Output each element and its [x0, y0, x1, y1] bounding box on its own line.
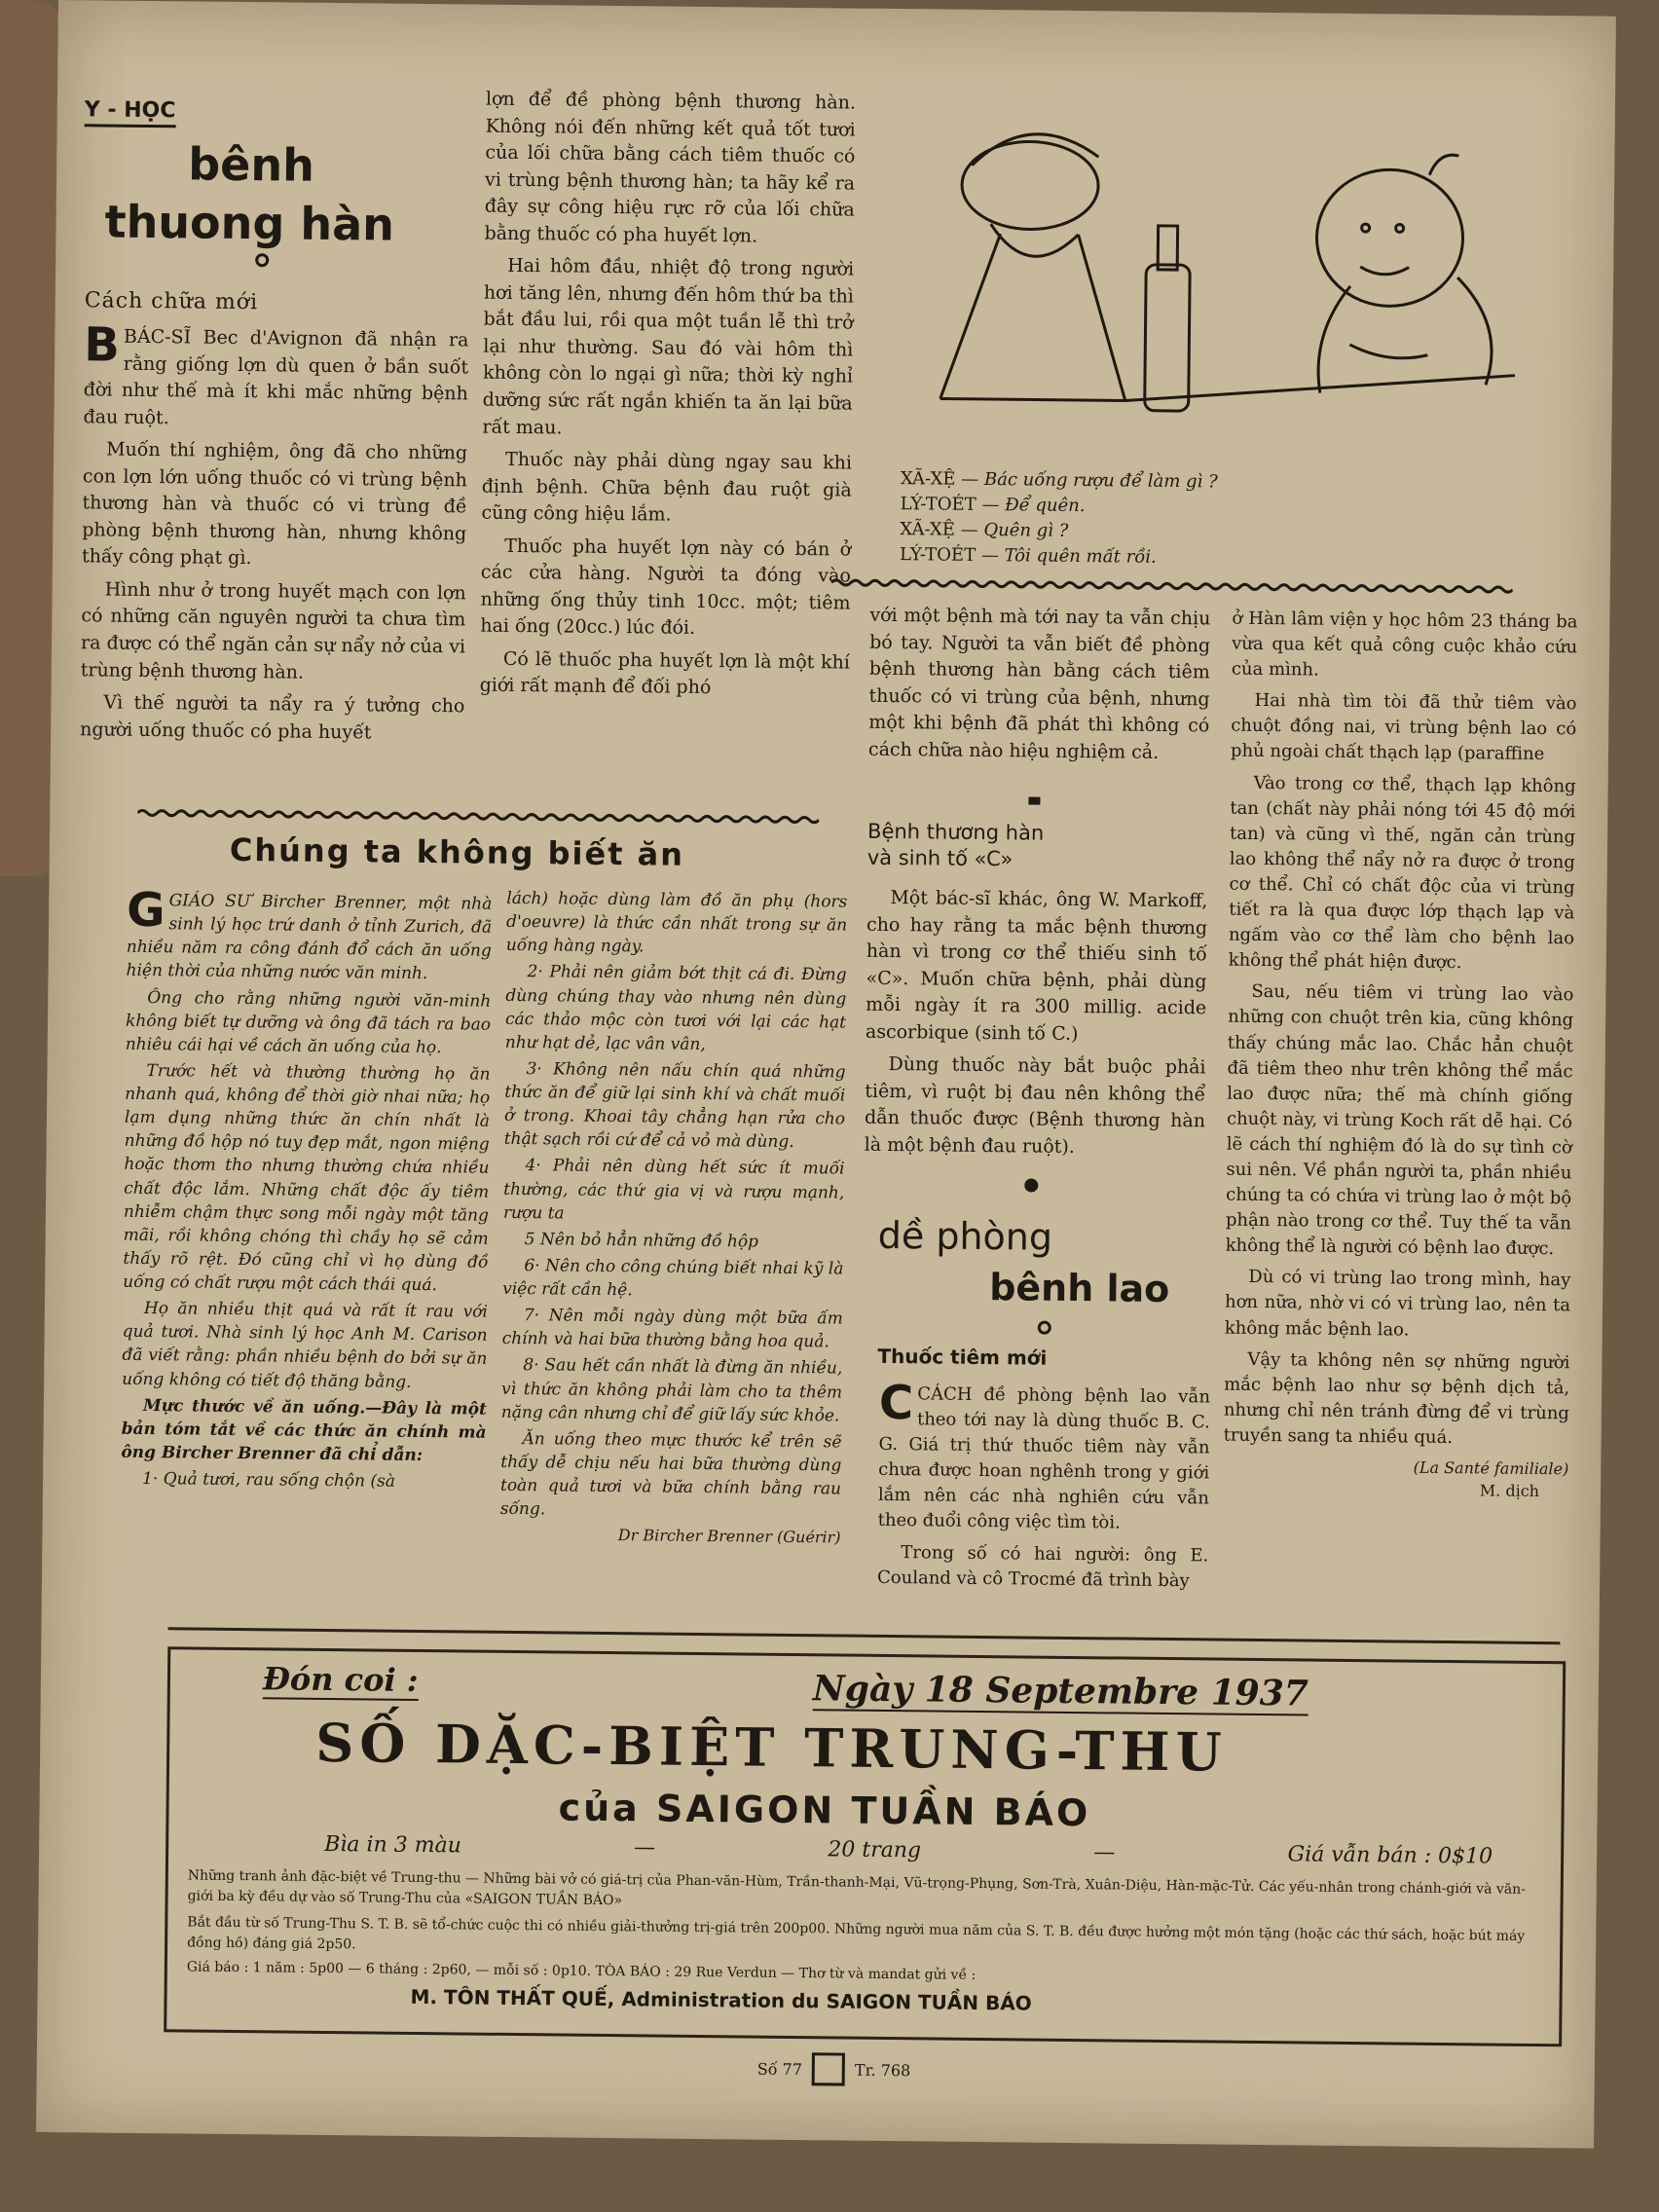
ad-headline: SỐ DẶC-BIỆT TRUNG-THU: [314, 1711, 1228, 1784]
ad-subheadline: của SAIGON TUẦN BÁO: [558, 1786, 1091, 1835]
paragraph: ở Hàn lâm viện y học hôm 23 tháng ba vừa qua kết quả công cuộc khảo cứu của mình.: [1231, 608, 1578, 681]
ad-top-rule: [167, 1627, 1560, 1644]
paragraph: BÁC-SĨ Bec d'Avignon đã nhận ra rằng giống lợn dù quen ở bần suốt đời như thế mà ít khi mắc những bệnh đau ruột.: [83, 325, 469, 428]
newspaper-page: [36, 0, 1616, 2149]
article1-subtitle: Cách chữa mới: [84, 288, 259, 315]
ad-features: [324, 1832, 1493, 1869]
paragraph: 3· Không nên nấu chín quá những thức ăn để giữ lại sinh khí và chất muối ở trong. Khoai tây chẳng hạn rửa cho thật sạch rồi cứ để cả vỏ mà dùng.: [503, 1058, 846, 1153]
paragraph: Dùng thuốc này bắt buộc phải tiêm, vì ruột bị đau nên không thể dẫn thuốc được (Bệnh thương hàn là một bệnh đau ruột).: [864, 1053, 1206, 1158]
ad-line2: Bắt đầu từ số Trung-Thu S. T. B. sẽ tổ-chức cuộc thi có nhiều giải-thưởng trị-giá trên 200p00. Những người mua năm của S. T. B. đều được hưởng một món tặng (hoặc các thứ sách, hoặc bút máy đồng hồ) đáng giá 2p50.: [187, 1914, 1526, 1953]
paragraph: CÁCH đề phòng bệnh lao vẫn theo tới nay là dùng thuốc B. C. G. Giá trị thứ thuốc tiêm này vẫn chưa được hoan nghênh trong y giới lắm nên các nhà nghiên cứu vẫn theo đuổi công việc tìm tòi.: [877, 1383, 1211, 1533]
paragraph: Hai hôm đầu, nhiệt độ trong người hơi tăng lên, nhưng đến hôm thứ ba thì bắt đầu lui, rồi qua một tuần lễ thì trở lại như thường. Sau đó vài hôm thì không còn lo ngại gì nữa; thời kỳ nghỉ dưỡng sức rất ngắn khiến ta ăn lại bữa rất mau.: [482, 255, 855, 439]
article3-marker: [1024, 1178, 1038, 1192]
issue-number: Số 77: [756, 2059, 803, 2079]
ad-feature: Bìa in 3 màu: [324, 1831, 461, 1859]
article2-title: Chúng ta không biết ăn: [229, 830, 685, 873]
paragraph: Mực thước về ăn uống.—Đây là một bản tóm tắt về các thức ăn chính mà ông Bircher Brenner đã chỉ dẫn:: [121, 1395, 487, 1465]
wavy-divider: [137, 803, 819, 820]
ad-line4: M. TÔN THẤT QUẾ, Administration du SAIGON TUẦN BÁO: [410, 1984, 1032, 2015]
paragraph: Vào trong cơ thể, thạch lạp không tan (chất này phải nóng tới 45 độ mới tan) và cũng vì thế, ngăn cản trùng lao không thể nẩy nở ra được ở trong cơ thể. Chỉ có chất độc của vi trùng tiết ra là qua được lớp thạch lạp và ngấm vào cơ thể làm cho bệnh lao không thể phát hiện được.: [1228, 772, 1576, 974]
caption-line: LÝ-TOÉT — Tôi quên mất rồi.: [899, 544, 1157, 569]
paragraph: Vì thế người ta nẩy ra ý tưởng cho người uống thuốc có pha huyết: [80, 691, 465, 744]
dropcap-g: G: [126, 882, 166, 939]
paragraph: 5 Nên bỏ hẳn những đồ hộp: [524, 1229, 759, 1252]
article3-title-line2: bênh lao: [988, 1266, 1170, 1311]
dropcap-b: B: [83, 317, 121, 373]
caption-line: LÝ-TOÉT — Để quên.: [900, 494, 1086, 517]
caption-line: XÃ-XỆ — Bác uống rượu để làm gì ?: [900, 468, 1218, 493]
article3-source: (La Santé familiale): [1413, 1457, 1569, 1479]
section-tag: Y - HỌC: [85, 97, 176, 128]
paragraph: Vậy ta không nên sợ những người mắc bệnh lao như sợ bệnh dịch tả, nhưng chỉ nên tránh đừng để vi trùng truyền sang ta nhiều quá.: [1223, 1348, 1570, 1448]
paragraph: 2· Phải nên giảm bớt thịt cá đi. Đừng dùng chúng thay vào nhưng nên dùng các thảo mộc còn tươi với lại các hạt như hạt dẻ, lạc vân vân,: [504, 962, 847, 1054]
paragraph: Thuốc pha huyết lợn này có bán ở các cửa hàng. Người ta đóng vào những ống thủy tinh 10cc. một; tiêm hai ống (20cc.) lúc đói.: [480, 535, 852, 640]
cartoon-illustration: [881, 77, 1567, 473]
vitamin-title: Bệnh thương hàn và sinh tố «C»: [866, 819, 1045, 871]
paragraph: GIÁO SƯ Bircher Brenner, một nhà sinh lý học trứ danh ở tỉnh Zurich, đã nhiều năm ra công đánh đổ cách ăn uống hiện thời của những nước văn minh.: [126, 891, 493, 984]
ad-feature: 20 trang: [828, 1837, 922, 1863]
article3-col2: [1223, 607, 1578, 1503]
caption-line: XÃ-XỆ — Quên gì ?: [900, 519, 1069, 542]
page-number: Tr. 768: [854, 2060, 911, 2080]
paragraph: Thuốc này phải dùng ngay sau khi định bệnh. Chữa bệnh đau ruột già cũng công hiệu lắm.: [481, 448, 853, 526]
title-bullet: [255, 253, 269, 267]
article1-title-line2: thuong hàn: [104, 195, 395, 251]
ad-feature-separator: —: [633, 1835, 656, 1861]
paragraph: Ăn uống theo mực thước kể trên sẽ thấy dễ chịu nếu hai bữa thường dùng toàn quả tươi và bữa chính bằng rau sống.: [499, 1428, 842, 1520]
paragraph: với một bệnh mà tới nay ta vẫn chịu bó tay. Người ta vẫn biết đề phòng bệnh thương hàn bằng cách tiêm thuốc có vi trùng của bệnh, nhưng một khi bệnh đã phát thì không có cách chữa nào hiệu nghiệm cả.: [867, 604, 1211, 763]
article1-col2: [479, 87, 856, 710]
title-bullet: [1038, 1321, 1051, 1335]
dropcap-c: C: [878, 1375, 914, 1431]
paragraph: Một bác-sĩ khác, ông W. Markoff, cho hay rằng ta mắc bệnh thương hàn vì trong cơ thể thiếu sinh tố «C». Muốn chữa bệnh, phải dùng mỗi ngày ít ra 300 millig. acide ascorbique (sinh tố C.): [865, 886, 1208, 1045]
vitamin-marker: [1028, 796, 1040, 804]
paragraph: Trong số có hai người: ông E. Couland và cô Trocmé đã trình bày: [876, 1541, 1209, 1591]
paragraph: 4· Phải nên dùng hết sức ít muối thường, các thứ gia vị và rượu mạnh, rượu ta: [502, 1156, 845, 1224]
paragraph: 1· Quả tươi, rau sống chộn (sà: [141, 1468, 396, 1492]
article2-signature: Dr Bircher Brenner (Guérir): [617, 1526, 841, 1547]
ad-line3: Giá báo : 1 năm : 5p00 — 6 tháng : 2p60, — mỗi số : 0p10. TÒA BÁO : 29 Rue Verdun — Thơ từ và mandat gửi về :: [186, 1959, 977, 1983]
paragraph: Trước hết và thường thường họ ăn nhanh quá, không để thời giờ nhai nữa; họ lạm dụng những thức ăn chín nhất là những đồ hộp nó tuy đẹp mắt, ngon miệng hoặc thơm tho nhưng thường chứa nhiều chất độc lắm. Những chất độc ấy tiêm nhiễm chậm thực song mỗi ngày một tăng mãi, rồi không chóng thì chầy họ sẽ cảm thấy rõ rệt. Đó cũng chỉ vì họ dùng đồ uống có chất rượu một cách thái quá.: [123, 1060, 491, 1296]
ad-left-label: Đón coi :: [262, 1660, 419, 1699]
article1-title-line1: bênh: [187, 137, 315, 192]
ad-feature-separator: —: [1093, 1840, 1116, 1865]
paragraph: Dù có vi trùng lao trong mình, hay hơn nữa, nhờ vi có vi trùng lao, nên ta không mắc bệnh lao.: [1224, 1267, 1571, 1341]
advertisement-box: [164, 1646, 1566, 2046]
cartoon-drawing: [881, 77, 1567, 473]
paragraph: Có lẽ thuốc pha huyết lợn là một khí giới rất mạnh để đối phó: [479, 647, 851, 699]
ad-line1: Những tranh ảnh đặc-biệt về Trung-thu — Những bài vở có giá-trị của Phan-văn-Hùm, Trần-thanh-Mại, Vũ-trọng-Phụng, Sơn-Trà, Xuân-Diệu, Hàn-mặc-Tử. Các yếu-nhân trong chánh-giới và văn-giới ba kỳ đều dự vào số Trung-Thu của «SAIGON TUẦN BÁO»: [187, 1867, 1527, 1909]
paragraph: Sau, nếu tiêm vi trùng lao vào những con chuột trên kia, cũng không thấy chúng mắc lao. Chắc hẳn chuột đã tiêm theo như trên không thể mắc lao được nữa; thế mà chính giống chuột này, vi trùng Koch rất dễ hại. Có lẽ cách thí nghiệm đó là do sự tình cờ sui nên. Về phần người ta, phần nhiều chúng ta có chứa vi trùng lao ở một bộ phận nào trong cơ thể. Tuy thế ta vẫn không thể là người có bệnh lao được.: [1225, 981, 1574, 1260]
article3-col1: [876, 1375, 1211, 1600]
paragraph: Ông cho rằng những người văn-minh không biết tự dưỡng và ông đã tách ra bao nhiêu cái hại về cách ăn uống của họ.: [125, 987, 492, 1057]
cartoon-captions: [900, 466, 1387, 573]
paragraph: 8· Sau hết cần nhất là đừng ăn nhiều, vì thức ăn không phải làm cho ta thêm nặng cân nhưng chỉ để giữ lấy sức khỏe.: [500, 1355, 843, 1426]
wavy-divider: [831, 572, 1513, 589]
paragraph: 7· Nên mỗi ngày dùng một bữa ấm chính và hai bữa thường bằng hoa quả.: [501, 1306, 843, 1352]
vitamin-body: [865, 885, 1208, 1168]
article2-col2: [499, 887, 847, 1550]
article2-col1: [121, 882, 493, 1497]
article3-subtitle: Thuốc tiêm mới: [877, 1344, 1048, 1370]
paragraph: Họ ăn nhiều thịt quá và rất ít rau với quả tươi. Nhà sinh lý học Anh M. Carison đã viết rằng: phần nhiều bệnh do bởi sự ăn uống không có tiết độ thăng bằng.: [122, 1299, 489, 1392]
masthead-logo-icon: [812, 2052, 845, 2085]
ad-feature: Giá vẫn bán : 0$10: [1287, 1842, 1493, 1869]
paragraph: lợn để đề phòng bệnh thương hàn. Không nói đến những kết quả tốt tươi của lối chữa bằng cách tiêm thuốc có vi trùng bệnh thương hàn; ta hãy kể ra đây sự công hiệu rực rỡ của lối chữa bằng thuốc có pha huyết lợn.: [484, 88, 857, 247]
article1-col1: [80, 317, 469, 753]
paragraph: Muốn thí nghiệm, ông đã cho những con lợn lớn uống thuốc có vi trùng bệnh thương hàn và thuốc có vi trùng đề phòng bệnh thương hàn, nhưng không thấy công phạt gì.: [81, 438, 468, 570]
paragraph: Hai nhà tìm tòi đã thử tiêm vào chuột đồng nai, vi trùng bệnh lao có phủ ngoài chất thạch lạp (paraffine: [1230, 690, 1577, 765]
paragraph: 6· Nên cho công chúng biết nhai kỹ là việc rất cần hệ.: [502, 1255, 844, 1301]
article3-translator: M. dịch: [1479, 1481, 1540, 1501]
article3-title-line1: dề phòng: [877, 1213, 1053, 1259]
paragraph: lách) hoặc dùng làm đồ ăn phụ (hors d'oeuvre) là thức cần nhất trong sự ăn uống hàng ngày.: [505, 888, 848, 957]
ad-date: Ngày 18 Septembre 1937: [812, 1668, 1309, 1714]
page-footer: [757, 2052, 911, 2087]
paragraph: Hình như ở trong huyết mạch con lợn có những căn nguyên người ta chưa tìm ra được có thể ngăn cản sự nẩy nở của vi trùng bệnh thương hàn.: [80, 578, 466, 683]
article1-continuation: [868, 603, 1211, 773]
